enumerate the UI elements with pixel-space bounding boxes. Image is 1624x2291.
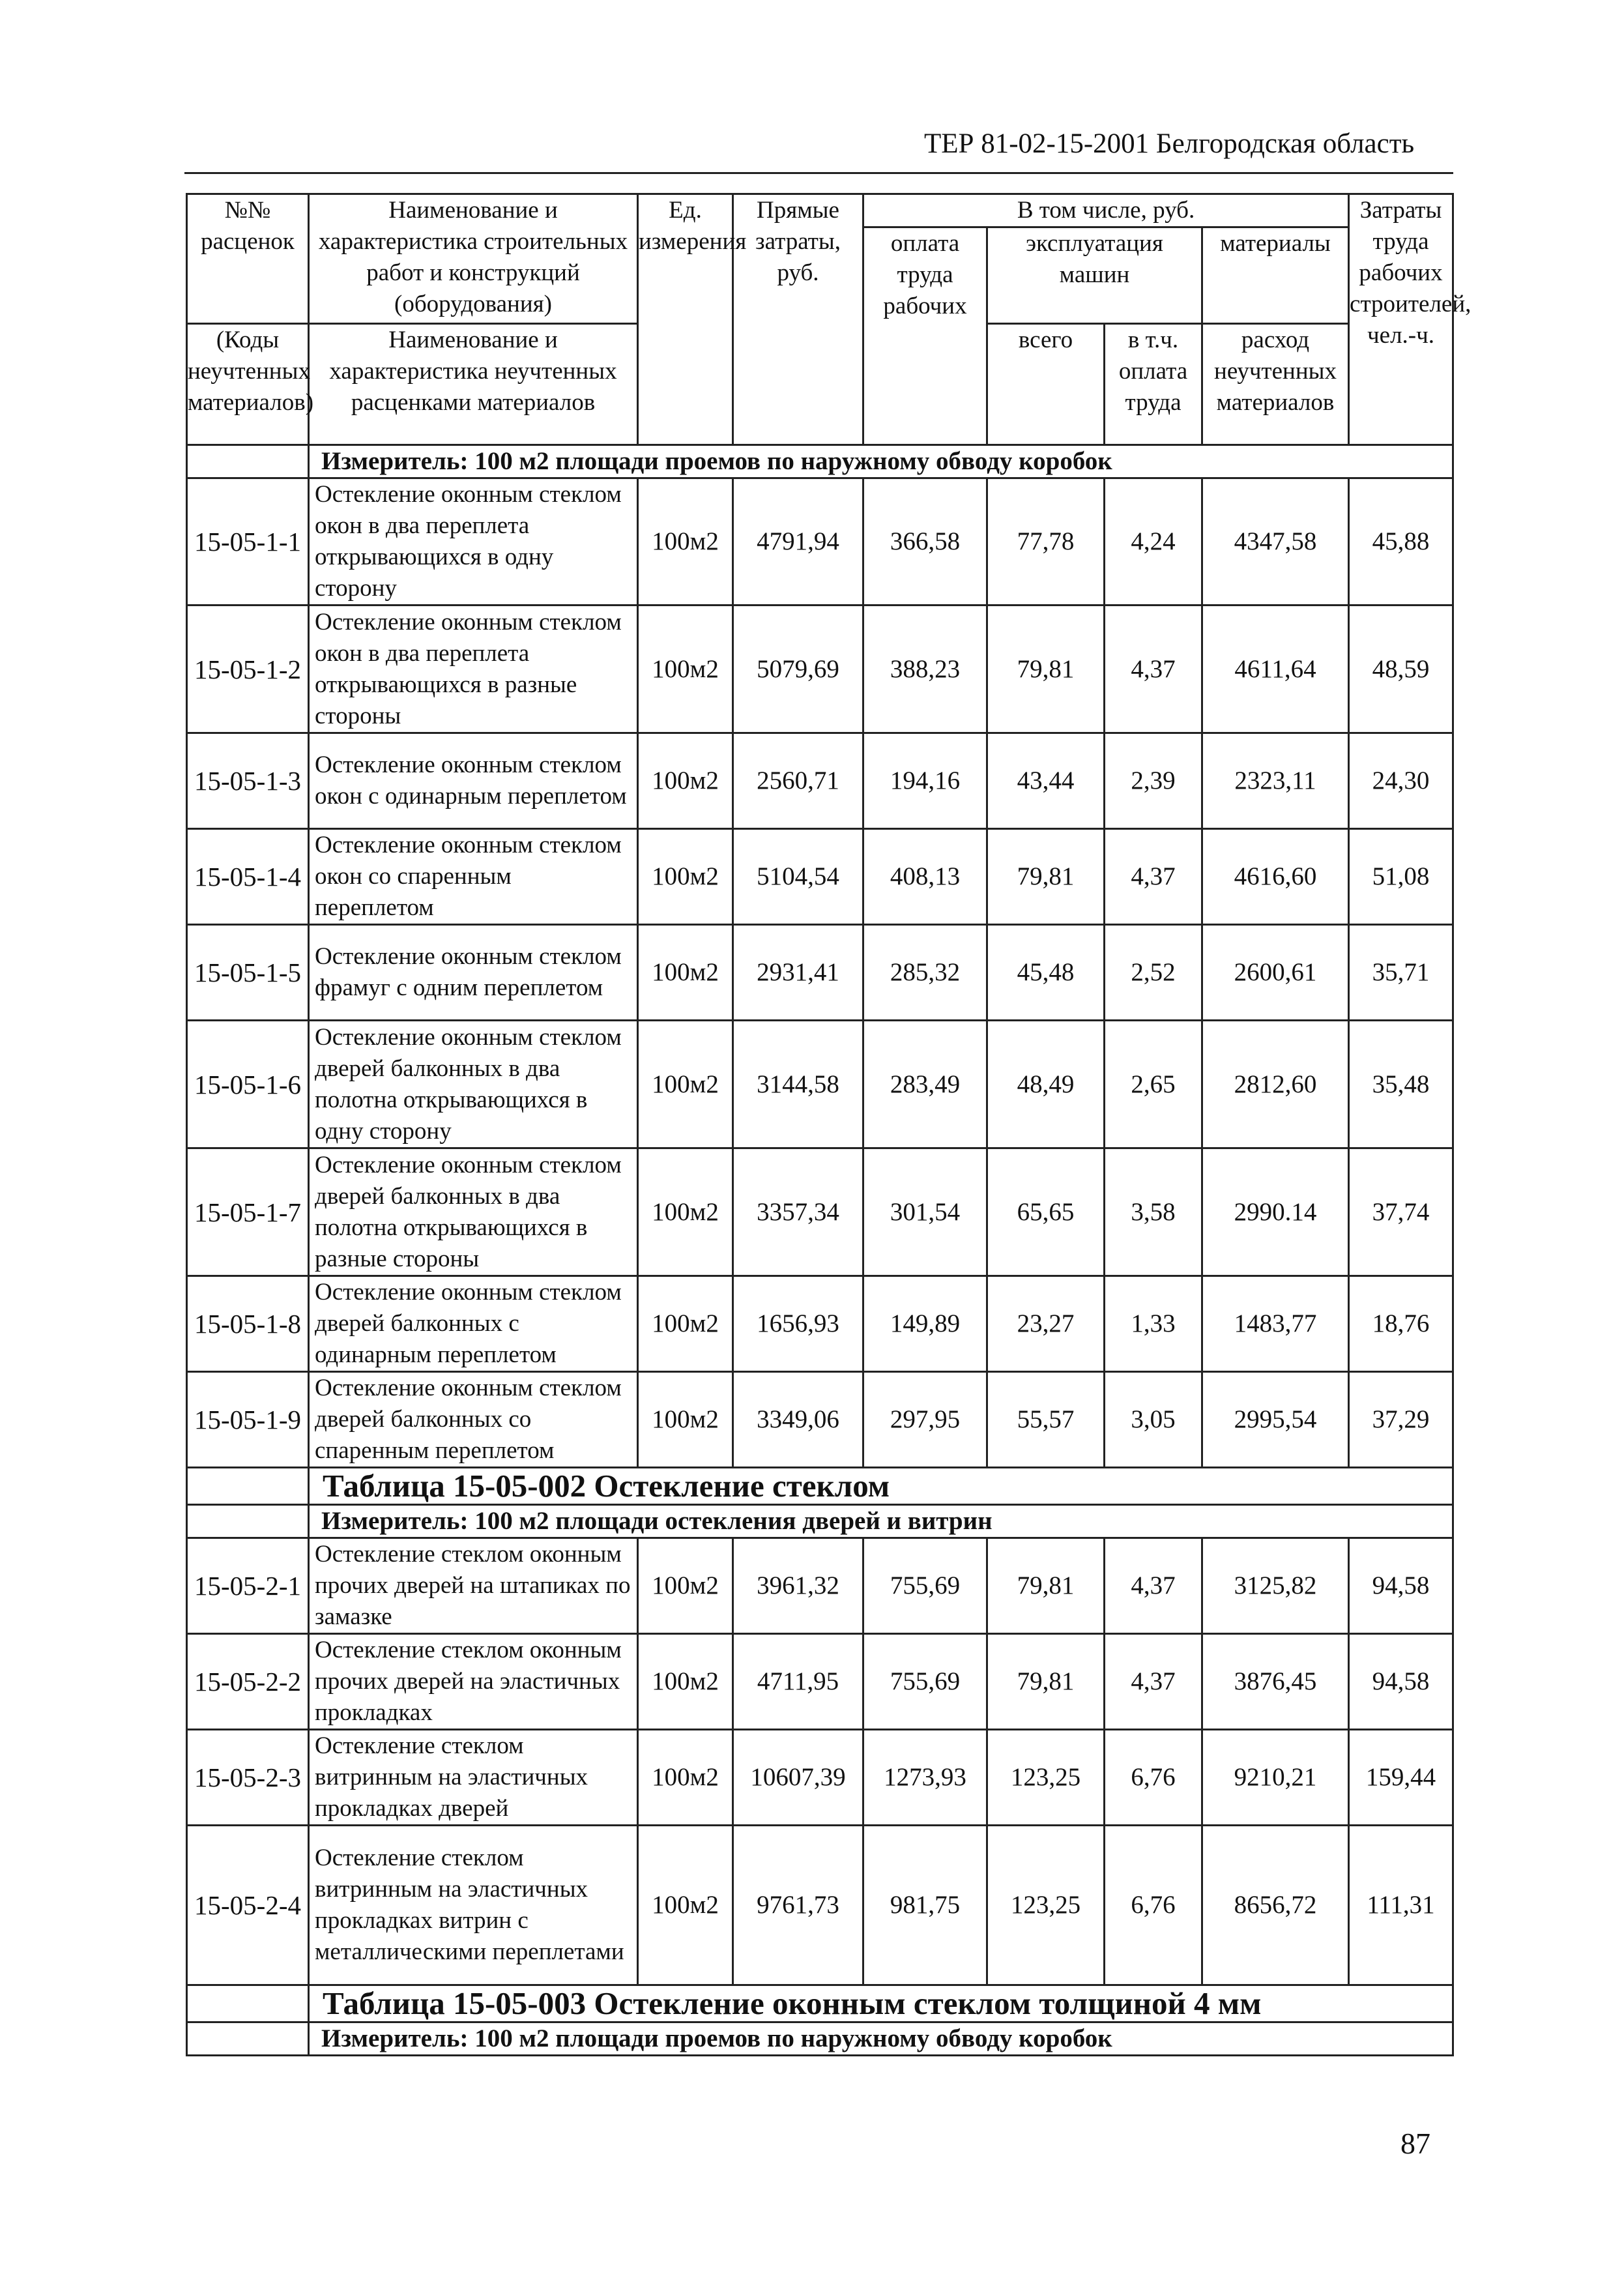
machines-total-cell: 43,44 xyxy=(987,733,1105,829)
page-number: 87 xyxy=(1400,2127,1430,2160)
table-row xyxy=(187,478,1453,606)
table-title-row xyxy=(187,1985,1453,2022)
direct-cost-cell: 5079,69 xyxy=(733,606,863,733)
unit-cell: 100м2 xyxy=(638,1021,733,1148)
rate-code: 15-05-2-3 xyxy=(187,1730,309,1826)
labor-cell: 35,71 xyxy=(1349,925,1453,1021)
meter-row xyxy=(187,445,1453,478)
meter-row xyxy=(187,1505,1453,1538)
table-row xyxy=(187,925,1453,1021)
work-name: Остекление оконным стеклом фрамуг с одним переплетом xyxy=(309,925,638,1021)
work-name: Остекление стеклом витринным на эластичных прокладках витрин с металлическими переплетами xyxy=(309,1826,638,1985)
labor-cell: 48,59 xyxy=(1349,606,1453,733)
direct-cost-cell: 10607,39 xyxy=(733,1730,863,1826)
empty-code-cell xyxy=(187,445,309,478)
machines-wages-cell: 6,76 xyxy=(1105,1826,1202,1985)
machines-total-cell: 55,57 xyxy=(987,1372,1105,1468)
table-title-row xyxy=(187,1468,1453,1505)
direct-cost-cell: 2560,71 xyxy=(733,733,863,829)
direct-cost-cell: 3357,34 xyxy=(733,1148,863,1276)
direct-cost-cell: 3961,32 xyxy=(733,1538,863,1634)
materials-cell: 2600,61 xyxy=(1202,925,1349,1021)
work-name: Остекление стеклом витринным на эластичных прокладках дверей xyxy=(309,1730,638,1826)
table-row xyxy=(187,1021,1453,1148)
unit-cell: 100м2 xyxy=(638,1634,733,1730)
rate-code: 15-05-1-7 xyxy=(187,1148,309,1276)
work-name: Остекление оконным стеклом окон со спаренным переплетом xyxy=(309,829,638,925)
rate-code: 15-05-1-5 xyxy=(187,925,309,1021)
machines-wages-cell: 1,33 xyxy=(1105,1276,1202,1372)
unit-cell: 100м2 xyxy=(638,478,733,606)
labor-cell: 35,48 xyxy=(1349,1021,1453,1148)
unit-cell: 100м2 xyxy=(638,829,733,925)
col-code-top: №№ расценок xyxy=(187,194,309,324)
col-code-bottom: (Коды неучтенных материалов) xyxy=(187,324,309,445)
rate-code: 15-05-1-4 xyxy=(187,829,309,925)
unit-cell: 100м2 xyxy=(638,606,733,733)
machines-wages-cell: 4,37 xyxy=(1105,829,1202,925)
work-name: Остекление оконным стеклом окон в два переплета открывающихся в одну сторону xyxy=(309,478,638,606)
table-row xyxy=(187,606,1453,733)
col-machines: эксплуатация машин xyxy=(987,227,1202,324)
wages-cell: 194,16 xyxy=(863,733,987,829)
table-row xyxy=(187,1826,1453,1985)
machines-total-cell: 65,65 xyxy=(987,1148,1105,1276)
unit-cell: 100м2 xyxy=(638,1148,733,1276)
machines-wages-cell: 2,39 xyxy=(1105,733,1202,829)
table-title: Таблица 15-05-003 Остекление оконным стеклом толщиной 4 мм xyxy=(309,1985,1453,2022)
unit-cell: 100м2 xyxy=(638,1538,733,1634)
machines-total-cell: 79,81 xyxy=(987,1634,1105,1730)
unit-cell: 100м2 xyxy=(638,1372,733,1468)
table-row xyxy=(187,829,1453,925)
work-name: Остекление стеклом оконным прочих дверей на эластичных прокладках xyxy=(309,1634,638,1730)
direct-cost-cell: 4711,95 xyxy=(733,1634,863,1730)
rate-code: 15-05-1-8 xyxy=(187,1276,309,1372)
machines-total-cell: 48,49 xyxy=(987,1021,1105,1148)
meter-label: Измеритель: 100 м2 площади проемов по наружному обводу коробок xyxy=(309,445,1453,478)
wages-cell: 285,32 xyxy=(863,925,987,1021)
materials-cell: 1483,77 xyxy=(1202,1276,1349,1372)
work-name: Остекление оконным стеклом дверей балконных с одинарным переплетом xyxy=(309,1276,638,1372)
machines-wages-cell: 3,05 xyxy=(1105,1372,1202,1468)
direct-cost-cell: 1656,93 xyxy=(733,1276,863,1372)
wages-cell: 755,69 xyxy=(863,1634,987,1730)
rate-code: 15-05-1-1 xyxy=(187,478,309,606)
table-row xyxy=(187,1634,1453,1730)
table-row xyxy=(187,1538,1453,1634)
table-row xyxy=(187,733,1453,829)
col-materials-extra: расход неучтенных материалов xyxy=(1202,324,1349,445)
materials-cell: 9210,21 xyxy=(1202,1730,1349,1826)
empty-code-cell xyxy=(187,1985,309,2022)
rate-code: 15-05-2-2 xyxy=(187,1634,309,1730)
materials-cell: 2995,54 xyxy=(1202,1372,1349,1468)
machines-wages-cell: 2,52 xyxy=(1105,925,1202,1021)
work-name: Остекление оконным стеклом окон в два переплета открывающихся в разные стороны xyxy=(309,606,638,733)
work-name: Остекление оконным стеклом дверей балконных со спаренным переплетом xyxy=(309,1372,638,1468)
materials-cell: 2990.14 xyxy=(1202,1148,1349,1276)
direct-cost-cell: 9761,73 xyxy=(733,1826,863,1985)
col-unit: Ед. измерения xyxy=(638,194,733,445)
machines-wages-cell: 4,37 xyxy=(1105,606,1202,733)
direct-cost-cell: 3144,58 xyxy=(733,1021,863,1148)
col-materials: материалы xyxy=(1202,227,1349,324)
work-name: Остекление оконным стеклом дверей балконных в два полотна открывающихся в одну сторону xyxy=(309,1021,638,1148)
labor-cell: 94,58 xyxy=(1349,1634,1453,1730)
materials-cell: 8656,72 xyxy=(1202,1826,1349,1985)
rate-code: 15-05-1-9 xyxy=(187,1372,309,1468)
direct-cost-cell: 5104,54 xyxy=(733,829,863,925)
col-machines-wages: в т.ч. оплата труда xyxy=(1105,324,1202,445)
col-machines-total: всего xyxy=(987,324,1105,445)
wages-cell: 981,75 xyxy=(863,1826,987,1985)
machines-wages-cell: 3,58 xyxy=(1105,1148,1202,1276)
materials-cell: 2323,11 xyxy=(1202,733,1349,829)
machines-total-cell: 123,25 xyxy=(987,1730,1105,1826)
machines-total-cell: 77,78 xyxy=(987,478,1105,606)
col-name-top: Наименование и характеристика строительных работ и конструкций (оборудования) xyxy=(309,194,638,324)
labor-cell: 37,29 xyxy=(1349,1372,1453,1468)
machines-wages-cell: 4,24 xyxy=(1105,478,1202,606)
machines-total-cell: 79,81 xyxy=(987,829,1105,925)
unit-cell: 100м2 xyxy=(638,1730,733,1826)
empty-code-cell xyxy=(187,2022,309,2056)
materials-cell: 3125,82 xyxy=(1202,1538,1349,1634)
work-name: Остекление стеклом оконным прочих дверей на штапиках по замазке xyxy=(309,1538,638,1634)
rate-code: 15-05-2-1 xyxy=(187,1538,309,1634)
machines-total-cell: 79,81 xyxy=(987,606,1105,733)
price-table xyxy=(186,193,1472,2056)
rate-code: 15-05-1-2 xyxy=(187,606,309,733)
meter-row xyxy=(187,2022,1453,2056)
wages-cell: 408,13 xyxy=(863,829,987,925)
rate-code: 15-05-2-4 xyxy=(187,1826,309,1985)
wages-cell: 149,89 xyxy=(863,1276,987,1372)
unit-cell: 100м2 xyxy=(638,925,733,1021)
materials-cell: 3876,45 xyxy=(1202,1634,1349,1730)
labor-cell: 111,31 xyxy=(1349,1826,1453,1985)
machines-total-cell: 123,25 xyxy=(987,1826,1105,1985)
wages-cell: 755,69 xyxy=(863,1538,987,1634)
rate-code: 15-05-1-6 xyxy=(187,1021,309,1148)
col-labor: Затраты труда рабочих строителей, чел.-ч. xyxy=(1349,194,1453,445)
machines-wages-cell: 6,76 xyxy=(1105,1730,1202,1826)
materials-cell: 4347,58 xyxy=(1202,478,1349,606)
table-row xyxy=(187,1730,1453,1826)
document-header: ТЕР 81-02-15-2001 Белгородская область xyxy=(924,128,1415,159)
meter-label: Измеритель: 100 м2 площади проемов по наружному обводу коробок xyxy=(309,2022,1453,2056)
machines-total-cell: 79,81 xyxy=(987,1538,1105,1634)
meter-label: Измеритель: 100 м2 площади остекления дверей и витрин xyxy=(309,1505,1453,1538)
rate-code: 15-05-1-3 xyxy=(187,733,309,829)
col-incl: В том числе, руб. xyxy=(863,194,1349,227)
col-wages: оплата труда рабочих xyxy=(863,227,987,445)
unit-cell: 100м2 xyxy=(638,1826,733,1985)
labor-cell: 37,74 xyxy=(1349,1148,1453,1276)
machines-wages-cell: 4,37 xyxy=(1105,1538,1202,1634)
unit-cell: 100м2 xyxy=(638,1276,733,1372)
wages-cell: 366,58 xyxy=(863,478,987,606)
machines-total-cell: 23,27 xyxy=(987,1276,1105,1372)
table-row xyxy=(187,1148,1453,1276)
machines-wages-cell: 4,37 xyxy=(1105,1634,1202,1730)
empty-code-cell xyxy=(187,1505,309,1538)
labor-cell: 51,08 xyxy=(1349,829,1453,925)
wages-cell: 297,95 xyxy=(863,1372,987,1468)
col-name-bottom: Наименование и характеристика неучтенных расценками материалов xyxy=(309,324,638,445)
labor-cell: 159,44 xyxy=(1349,1730,1453,1826)
materials-cell: 2812,60 xyxy=(1202,1021,1349,1148)
table-row xyxy=(187,1276,1453,1372)
machines-total-cell: 45,48 xyxy=(987,925,1105,1021)
table-row xyxy=(187,1372,1453,1468)
wages-cell: 301,54 xyxy=(863,1148,987,1276)
labor-cell: 24,30 xyxy=(1349,733,1453,829)
labor-cell: 45,88 xyxy=(1349,478,1453,606)
direct-cost-cell: 4791,94 xyxy=(733,478,863,606)
header-rule xyxy=(184,172,1453,174)
col-direct: Прямые затраты, руб. xyxy=(733,194,863,445)
machines-wages-cell: 2,65 xyxy=(1105,1021,1202,1148)
wages-cell: 1273,93 xyxy=(863,1730,987,1826)
empty-code-cell xyxy=(187,1468,309,1505)
labor-cell: 18,76 xyxy=(1349,1276,1453,1372)
labor-cell: 94,58 xyxy=(1349,1538,1453,1634)
materials-cell: 4611,64 xyxy=(1202,606,1349,733)
wages-cell: 388,23 xyxy=(863,606,987,733)
direct-cost-cell: 3349,06 xyxy=(733,1372,863,1468)
unit-cell: 100м2 xyxy=(638,733,733,829)
direct-cost-cell: 2931,41 xyxy=(733,925,863,1021)
work-name: Остекление оконным стеклом окон с одинарным переплетом xyxy=(309,733,638,829)
work-name: Остекление оконным стеклом дверей балконных в два полотна открывающихся в разные стороны xyxy=(309,1148,638,1276)
table-title: Таблица 15-05-002 Остекление стеклом xyxy=(309,1468,1453,1505)
materials-cell: 4616,60 xyxy=(1202,829,1349,925)
wages-cell: 283,49 xyxy=(863,1021,987,1148)
